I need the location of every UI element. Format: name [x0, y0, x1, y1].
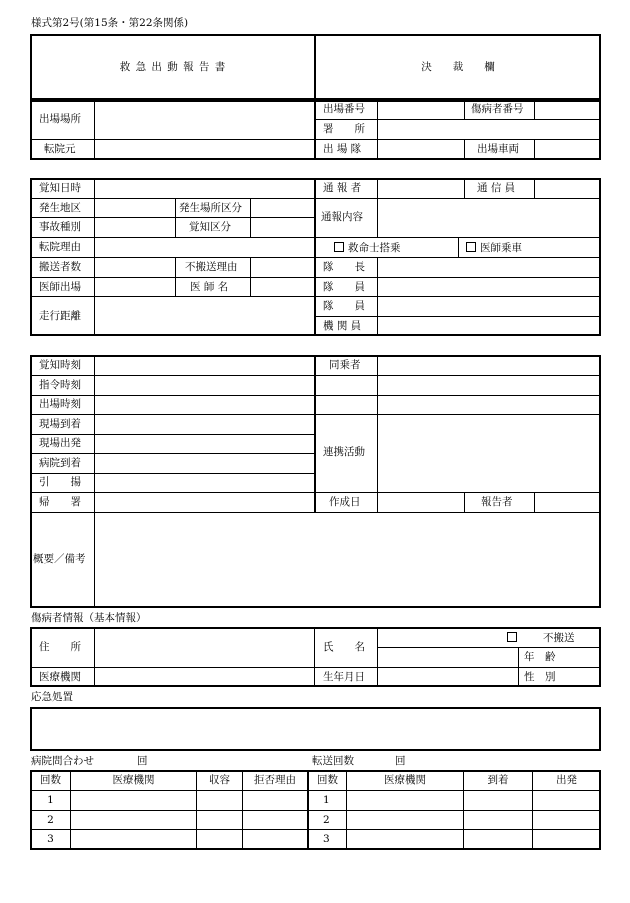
dob-field[interactable] [378, 668, 518, 686]
author-field[interactable] [535, 493, 600, 512]
district-field[interactable] [95, 199, 175, 217]
place-type-field[interactable] [251, 199, 314, 217]
patient-no-field[interactable] [535, 101, 600, 119]
inquiry-label: 病院問合わせ [31, 755, 94, 767]
col-count-left: 回数 [40, 774, 61, 786]
vehicle-field[interactable] [535, 140, 600, 159]
report-content-field[interactable] [378, 199, 600, 237]
row-number-right: 1 [323, 794, 330, 806]
hospital-arrival-field[interactable] [95, 454, 314, 473]
form-label: 様式第2号(第15条・第22条関係) [31, 17, 189, 29]
created-date-label: 作成日 [329, 496, 361, 508]
address-label: 住 所 [39, 641, 81, 653]
dob-label: 生年月日 [323, 671, 365, 683]
transfer-reason-label: 転院理由 [39, 241, 81, 253]
dispatch-time-label: 出場時刻 [39, 398, 81, 410]
transfer-count-unit: 回 [395, 755, 406, 767]
patient-no-label: 傷病者番号 [471, 103, 524, 115]
col-accept: 収容 [209, 774, 230, 786]
reporter-field[interactable] [378, 179, 464, 198]
inquiry-count-unit: 回 [137, 755, 148, 767]
member1-field[interactable] [378, 278, 600, 296]
report-content-label: 通報内容 [321, 211, 363, 223]
station-label: 署 所 [323, 123, 365, 135]
transported-count-label: 搬送者数 [39, 261, 81, 273]
aware-datetime-label: 覚知日時 [39, 182, 81, 194]
aware-time-label: 覚知時刻 [39, 359, 81, 371]
name-field[interactable] [378, 648, 518, 667]
approval-field[interactable] [316, 36, 599, 98]
coop-activity-label: 連携活動 [323, 446, 365, 458]
report-title: 救 急 出 動 報 告 書 [119, 61, 227, 73]
age-label: 年 齢 [524, 651, 556, 663]
name-label: 氏 名 [323, 641, 365, 653]
vehicle-label: 出場車両 [477, 143, 519, 155]
hospital-arrival-label: 病院到着 [39, 457, 81, 469]
approval-label: 決 裁 欄 [421, 61, 495, 73]
aware-type-label: 覚知区分 [189, 221, 231, 233]
medical-inst-label: 医療機関 [39, 671, 81, 683]
withdrawal-label: 引 揚 [39, 476, 81, 488]
place-type-label: 発生場所区分 [179, 202, 242, 214]
transfer-reason-field[interactable] [95, 238, 314, 257]
patient-section-label: 傷病者情報（基本情報） [31, 612, 147, 624]
coop-activity-field[interactable] [378, 415, 600, 492]
row-number-right: 2 [323, 814, 330, 826]
scene-depart-label: 現場出発 [39, 437, 81, 449]
col-refusal-reason: 拒否理由 [254, 774, 296, 786]
distance-label: 走行距離 [39, 310, 81, 322]
dispatch-no-label: 出場番号 [323, 103, 365, 115]
operator-label: 通 信 員 [477, 182, 516, 194]
scene-arrival-field[interactable] [95, 415, 314, 434]
transfer-departure-cells[interactable] [533, 791, 600, 849]
member1-label: 隊 員 [323, 281, 365, 293]
station-field[interactable] [378, 120, 600, 139]
summary-field[interactable] [95, 513, 600, 607]
doctor-name-label: 医 師 名 [190, 281, 229, 293]
row-number-right: 3 [323, 833, 330, 845]
inquiry-accept-cells[interactable] [197, 791, 242, 849]
transfer-from-label: 転院元 [44, 143, 76, 155]
member2-label: 隊 員 [323, 300, 365, 312]
dispatch-place-field[interactable] [95, 101, 314, 139]
scene-arrival-label: 現場到着 [39, 418, 81, 430]
col-institution-left: 医療機関 [112, 774, 155, 786]
member2-field[interactable] [378, 297, 600, 316]
operator-field[interactable] [535, 179, 600, 198]
row-number-left: 3 [47, 833, 54, 845]
checkbox-icon [507, 632, 517, 642]
author-label: 報告者 [481, 496, 513, 508]
medical-inst-field[interactable] [95, 668, 314, 686]
transfer-institution-cells[interactable] [347, 791, 463, 849]
order-time-field[interactable] [95, 376, 314, 395]
non-transport-option[interactable]: 不搬送 [507, 632, 575, 644]
aware-type-field[interactable] [251, 218, 314, 237]
non-transport-reason-label: 不搬送理由 [185, 261, 238, 273]
engineer-field[interactable] [378, 317, 600, 335]
transfer-count-label: 転送回数 [312, 755, 354, 767]
transfer-from-field[interactable] [95, 140, 314, 159]
captain-label: 隊 長 [323, 261, 365, 273]
scene-depart-field[interactable] [95, 435, 314, 453]
checkbox-icon [334, 242, 344, 252]
inquiry-institution-cells[interactable] [71, 791, 196, 849]
order-time-label: 指令時刻 [39, 379, 81, 391]
return-field[interactable] [95, 493, 314, 512]
unit-field[interactable] [378, 140, 464, 159]
col-count-right: 回数 [317, 774, 338, 786]
unit-label: 出 場 隊 [323, 143, 362, 155]
accident-type-label: 事故種別 [39, 221, 81, 233]
checkbox-icon [466, 242, 476, 252]
doctor-board-option[interactable]: 医師乗車 [466, 242, 522, 254]
summary-label: 概要／備考 [33, 553, 86, 565]
address-field[interactable] [95, 628, 314, 667]
companion-field[interactable] [378, 356, 600, 375]
dispatch-place-label: 出場場所 [39, 113, 81, 125]
row-number-left: 1 [47, 794, 54, 806]
aware-time-field[interactable] [95, 356, 314, 375]
withdrawal-field[interactable] [95, 474, 314, 492]
dispatch-time-field[interactable] [95, 396, 314, 414]
first-aid-label: 応急処置 [31, 691, 73, 703]
return-label: 帰 署 [39, 496, 81, 508]
reporter-label: 通 報 者 [323, 182, 362, 194]
dispatch-no-field[interactable] [378, 101, 464, 119]
transfer-arrival-cells[interactable] [464, 791, 532, 849]
non-transport-reason-field[interactable] [251, 258, 314, 277]
sex-label: 性 別 [524, 671, 556, 683]
aware-datetime-field[interactable] [95, 179, 314, 198]
inquiry-refusal-cells[interactable] [243, 791, 307, 849]
paramedic-board-option[interactable]: 救命士搭乗 [334, 242, 401, 254]
engineer-label: 機 関 員 [323, 320, 362, 332]
row-number-left: 2 [47, 814, 54, 826]
transported-count-field[interactable] [95, 258, 175, 277]
distance-field[interactable] [95, 297, 314, 335]
doctor-name-field[interactable] [251, 278, 314, 296]
companion-label: 同乗者 [329, 359, 361, 371]
accident-type-field[interactable] [95, 218, 175, 237]
district-label: 発生地区 [39, 202, 81, 214]
col-institution-right: 医療機関 [384, 774, 426, 786]
col-arrival: 到着 [487, 774, 509, 786]
created-date-field[interactable] [378, 493, 464, 512]
col-departure: 出発 [556, 774, 577, 786]
first-aid-field[interactable] [30, 707, 601, 751]
captain-field[interactable] [378, 258, 600, 277]
doctor-dispatch-label: 医師出場 [39, 281, 81, 293]
doctor-dispatch-field[interactable] [95, 278, 175, 296]
